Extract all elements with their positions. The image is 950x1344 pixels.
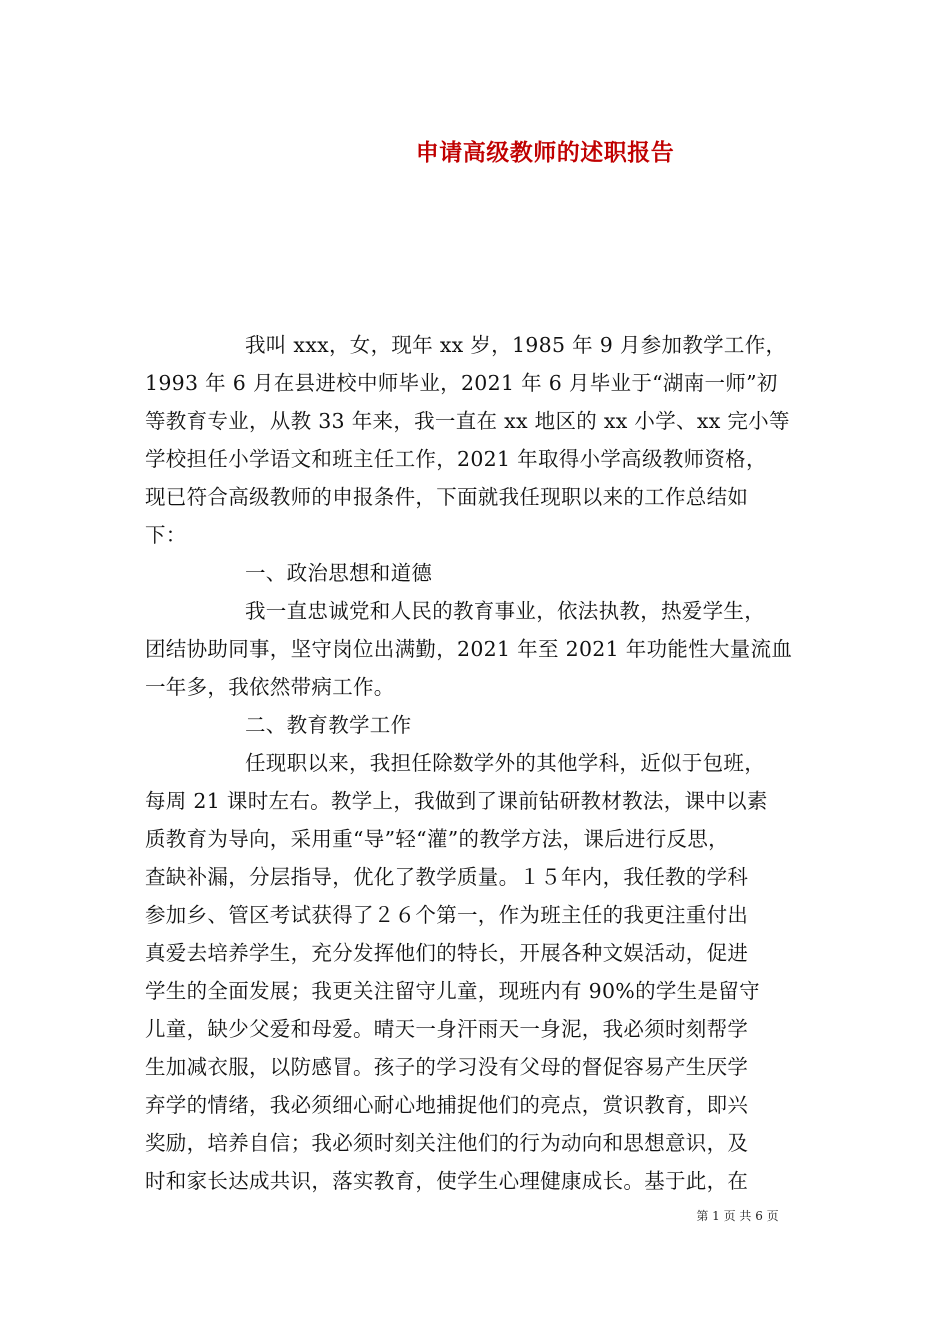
paragraph-line: 时和家长达成共识，落实教育，使学生心理健康成长。基于此，在 [145, 1169, 749, 1193]
paragraph-line: 我一直忠诚党和人民的教育事业，依法执教，热爱学生， [245, 599, 765, 623]
paragraph-line: 儿童，缺少父爱和母爱。晴天一身汗雨天一身泥，我必须时刻帮学 [145, 1017, 749, 1041]
paragraph-line: 学生的全面发展；我更关注留守儿童，现班内有 90%的学生是留守 [145, 979, 760, 1003]
paragraph-line: 1993 年 6 月在县进校中师毕业，2021 年 6 月毕业于“湖南一师”初 [145, 371, 778, 395]
paragraph-line: 任现职以来，我担任除数学外的其他学科，近似于包班， [245, 751, 765, 775]
page-number: 第 1 页 共 6 页 [696, 1209, 779, 1223]
paragraph-line: 现已符合高级教师的申报条件，下面就我任现职以来的工作总结如 [145, 485, 749, 509]
paragraph-line: 下： [145, 523, 187, 547]
paragraph-line: 我叫 xxx，女，现年 xx 岁，1985 年 9 月参加教学工作， [245, 333, 787, 357]
paragraph-line: 学校担任小学语文和班主任工作，2021 年取得小学高级教师资格， [145, 447, 767, 471]
document-title: 申请高级教师的述职报告 [415, 139, 675, 166]
paragraph-line: 查缺补漏，分层指导，优化了教学质量。１５年内，我任教的学科 [145, 865, 749, 889]
paragraph-line: 团结协助同事，坚守岗位出满勤，2021 年至 2021 年功能性大量流血 [145, 637, 793, 661]
paragraph-line: 每周 21 课时左右。教学上，我做到了课前钻研教材教法，课中以素 [145, 789, 768, 813]
paragraph-line: 奖励，培养自信；我必须时刻关注他们的行为动向和思想意识，及 [145, 1131, 749, 1155]
section-heading: 一、政治思想和道德 [245, 561, 433, 585]
paragraph-line: 参加乡、管区考试获得了２６个第一，作为班主任的我更注重付出 [145, 903, 749, 927]
paragraph-line: 等教育专业，从教 33 年来，我一直在 xx 地区的 xx 小学、xx 完小等 [145, 409, 790, 433]
paragraph-line: 生加减衣服，以防感冒。孩子的学习没有父母的督促容易产生厌学 [145, 1055, 749, 1079]
paragraph-line: 质教育为导向，采用重“导”轻“灌”的教学方法，课后进行反思， [145, 827, 729, 851]
paragraph-line: 弃学的情绪，我必须细心耐心地捕捉他们的亮点，赏识教育，即兴 [145, 1093, 749, 1117]
section-heading: 二、教育教学工作 [245, 713, 412, 737]
document-body [145, 326, 813, 1200]
paragraph-line: 一年多，我依然带病工作。 [145, 675, 395, 699]
paragraph-line: 真爱去培养学生，充分发挥他们的特长，开展各种文娱活动，促进 [145, 941, 749, 965]
